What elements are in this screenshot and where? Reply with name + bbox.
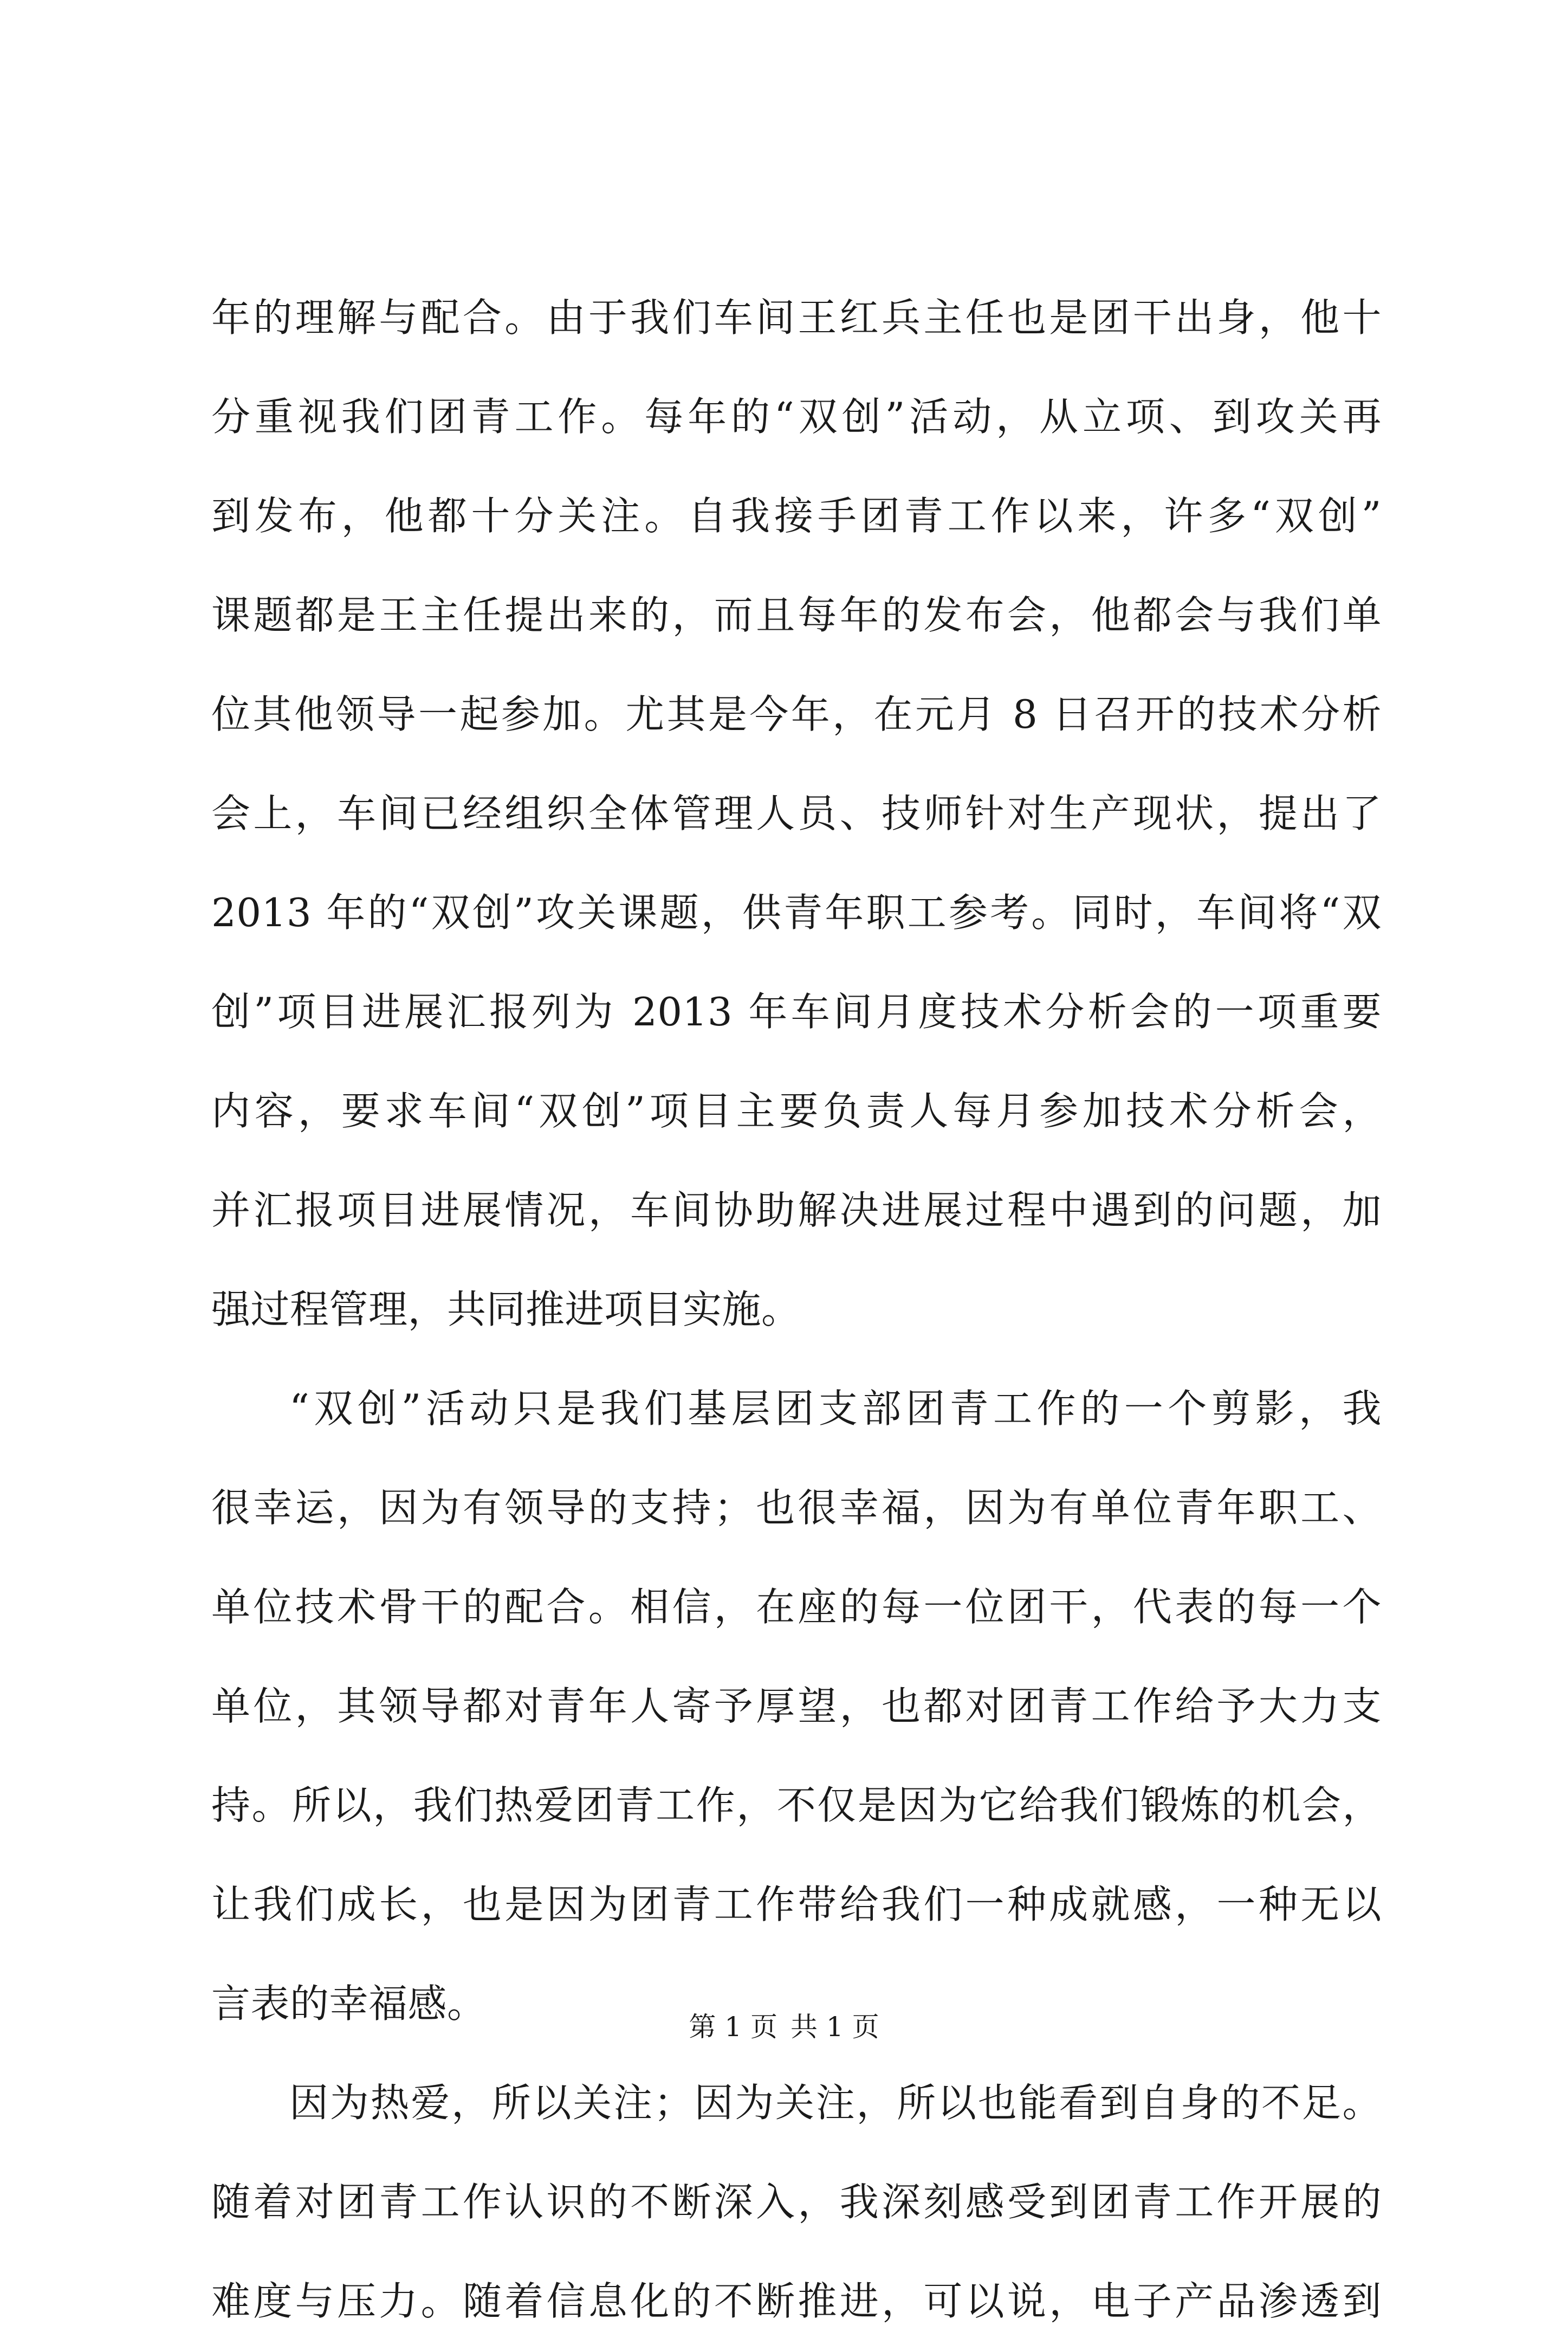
text-line: 2013 年的“双创”攻关课题，供青年职工参考。同时，车间将“双 <box>211 890 1382 935</box>
text-line: 持。所以，我们热爱团青工作，不仅是因为它给我们锻炼的机会， <box>211 1782 1382 1828</box>
paragraph <box>211 268 1382 1359</box>
text-line: 因为热爱，所以关注；因为关注，所以也能看到自身的不足。 <box>289 2080 1382 2126</box>
text-line: 分重视我们团青工作。每年的“双创”活动，从立项、到攻关再 <box>211 394 1382 440</box>
text-line: 单位，其领导都对青年人寄予厚望，也都对团青工作给予大力支 <box>211 1683 1382 1729</box>
page-total: 共 1 页 <box>791 2011 879 2043</box>
text-line: 并汇报项目进展情况，车间协助解决进展过程中遇到的问题，加 <box>211 1187 1382 1233</box>
text-line: 随着对团青工作认识的不断深入，我深刻感受到团青工作开展的 <box>211 2179 1382 2225</box>
text-line: 强过程管理，共同推进项目实施。 <box>211 1287 801 1332</box>
page-footer <box>0 2008 1568 2046</box>
paragraph <box>211 1359 1382 2053</box>
paragraph <box>211 2053 1382 2351</box>
text-line: 年的理解与配合。由于我们车间王红兵主任也是团干出身，他十 <box>211 295 1382 340</box>
text-line: 位其他领导一起参加。尤其是今年，在元月 8 日召开的技术分析 <box>211 692 1382 737</box>
page-number: 第 1 页 <box>689 2011 777 2043</box>
text-line: 内容，要求车间“双创”项目主要负责人每月参加技术分析会， <box>211 1088 1382 1134</box>
text-line: 难度与压力。随着信息化的不断推进，可以说，电子产品渗透到 <box>211 2278 1382 2324</box>
text-line: 创”项目进展汇报列为 2013 年车间月度技术分析会的一项重要 <box>211 989 1382 1035</box>
text-line: 到发布，他都十分关注。自我接手团青工作以来，许多“双创” <box>211 493 1382 539</box>
text-line: 会上，车间已经组织全体管理人员、技师针对生产现状，提出了 <box>211 791 1382 836</box>
text-line: 言表的幸福感。 <box>211 1981 487 2026</box>
text-line: 让我们成长，也是因为团青工作带给我们一种成就感，一种无以 <box>211 1882 1382 1927</box>
text-line: “双创”活动只是我们基层团支部团青工作的一个剪影，我 <box>289 1386 1382 1431</box>
text-line: 很幸运，因为有领导的支持；也很幸福，因为有单位青年职工、 <box>211 1485 1382 1530</box>
text-line: 课题都是王主任提出来的，而且每年的发布会，他都会与我们单 <box>211 592 1382 638</box>
text-line: 单位技术骨干的配合。相信，在座的每一位团干，代表的每一个 <box>211 1584 1382 1630</box>
